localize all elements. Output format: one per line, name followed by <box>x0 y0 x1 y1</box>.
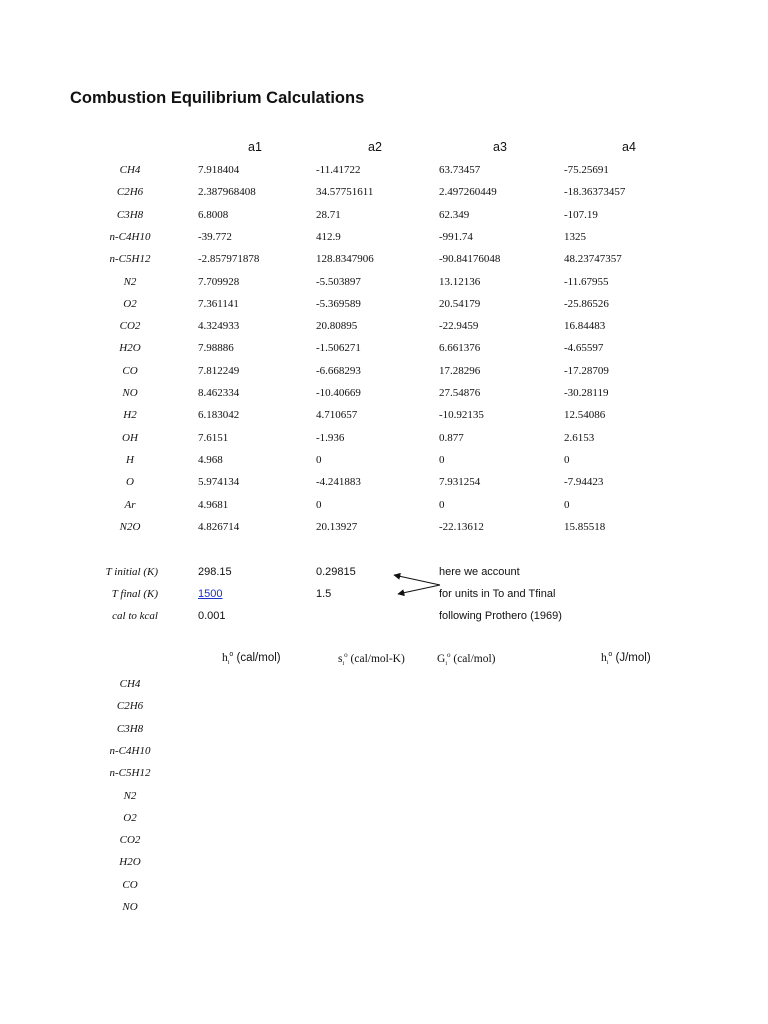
table-row <box>0 723 768 745</box>
species-label: N2O <box>119 520 141 533</box>
species-label: N2 <box>123 275 137 288</box>
cell-a2[interactable]: -4.241883 <box>316 476 361 489</box>
table-row <box>0 767 768 789</box>
cell-a3[interactable]: -10.92135 <box>439 409 484 422</box>
header-entropy: $s_i^o$ (cal/mol-K) <box>338 651 405 668</box>
page-title: Combustion Equilibrium Calculations <box>70 89 365 107</box>
species-label: C3H8 <box>116 722 144 735</box>
cell-a4[interactable]: 0 <box>564 498 570 511</box>
cell-a1[interactable]: 7.6151 <box>198 431 229 444</box>
cell-a2[interactable]: -11.41722 <box>316 164 361 176</box>
setting-note: following Prothero (1969) <box>439 610 562 622</box>
species-label: H <box>126 453 134 466</box>
table-row <box>0 879 768 901</box>
setting-value-scaled[interactable]: 0.29815 <box>316 566 356 578</box>
cell-a4[interactable]: -17.28709 <box>564 364 609 377</box>
species-label: H2O <box>119 342 141 355</box>
species-label: CH4 <box>119 164 141 176</box>
cell-a1[interactable]: 7.98886 <box>198 342 234 355</box>
cell-a3[interactable]: 0 <box>439 453 445 466</box>
cell-a3[interactable]: -22.13612 <box>439 520 484 533</box>
cell-a1[interactable]: 4.9681 <box>198 498 229 511</box>
cell-a1[interactable]: 4.826714 <box>198 520 240 533</box>
table-row <box>0 790 768 812</box>
cell-a2[interactable]: 0 <box>316 453 322 466</box>
cell-a1[interactable]: 7.812249 <box>198 364 240 377</box>
species-label: OH <box>122 431 138 444</box>
setting-value-scaled[interactable]: 1.5 <box>316 588 332 600</box>
setting-note: for units in To and Tfinal <box>439 588 556 600</box>
table-row <box>0 745 768 767</box>
cell-a3[interactable]: -90.84176048 <box>439 253 501 266</box>
table-row <box>0 834 768 856</box>
cell-a4[interactable]: 48.23747357 <box>564 253 622 266</box>
cell-a1[interactable]: 2.387968408 <box>198 186 256 199</box>
cell-a3[interactable]: 0 <box>439 498 445 511</box>
species-label: H2 <box>123 409 137 422</box>
cell-a4[interactable]: 1325 <box>564 230 586 243</box>
setting-value[interactable]: 298.15 <box>198 566 232 578</box>
cell-a3[interactable]: -22.9459 <box>439 320 479 333</box>
table-row <box>0 700 768 722</box>
cell-a3[interactable]: 6.661376 <box>439 342 481 355</box>
cell-a2[interactable]: -6.668293 <box>316 364 361 377</box>
arrow-to-t-final <box>398 585 440 594</box>
species-label: O2 <box>123 297 137 310</box>
cell-a4[interactable]: -11.67955 <box>564 275 609 288</box>
cell-a4[interactable]: -30.28119 <box>564 387 609 399</box>
cell-a3[interactable]: 17.28296 <box>439 364 481 377</box>
cell-a1[interactable]: -39.772 <box>198 230 232 243</box>
cell-a3[interactable]: 20.54179 <box>439 297 481 310</box>
cell-a4[interactable]: 12.54086 <box>564 409 606 422</box>
cell-a1[interactable]: 6.183042 <box>198 409 240 422</box>
cell-a4[interactable]: 15.85518 <box>564 520 606 533</box>
species-label: NO <box>122 901 138 913</box>
cell-a2[interactable]: 20.13927 <box>316 520 358 533</box>
column-header-a4: a4 <box>622 140 636 154</box>
cell-a3[interactable]: -991.74 <box>439 230 473 243</box>
cell-a4[interactable]: -7.94423 <box>564 476 604 489</box>
header-enthalpy-cal: $h_i^o$ (cal/mol) <box>222 651 281 667</box>
cell-a4[interactable]: -4.65597 <box>564 342 604 355</box>
species-label: NO <box>122 387 138 399</box>
cell-a1[interactable]: 5.974134 <box>198 476 240 489</box>
table-row <box>0 812 768 834</box>
species-label: C2H6 <box>116 700 144 713</box>
cell-a1[interactable]: 7.709928 <box>198 275 240 288</box>
header-enthalpy-joule: $h_i^o$ (J/mol) <box>601 651 651 667</box>
cell-a1[interactable]: 4.968 <box>198 453 223 466</box>
species-label: n-C5H12 <box>109 253 151 266</box>
setting-label: T final (K) <box>111 588 158 600</box>
cell-a1[interactable]: -2.857971878 <box>198 253 260 266</box>
cell-a4[interactable]: -75.25691 <box>564 164 609 176</box>
cell-a2[interactable]: 28.71 <box>316 208 341 221</box>
cell-a4[interactable]: 0 <box>564 453 570 466</box>
cell-a3[interactable]: 13.12136 <box>439 275 481 288</box>
species-label: CO2 <box>119 320 141 333</box>
setting-note: here we account <box>439 566 520 578</box>
arrow-to-t-initial <box>394 575 440 585</box>
cell-a2[interactable]: 34.57751611 <box>316 186 374 199</box>
cell-a2[interactable]: -1.936 <box>316 431 345 444</box>
species-label: CO2 <box>119 834 141 847</box>
cell-a4[interactable]: -18.36373457 <box>564 186 626 199</box>
species-label: N2 <box>123 789 137 802</box>
table-row <box>0 901 768 923</box>
setting-label: cal to kcal <box>112 610 158 622</box>
species-label: CO <box>122 364 138 377</box>
cell-a4[interactable]: -25.86526 <box>564 297 609 310</box>
cell-a2[interactable]: 128.8347906 <box>316 253 374 266</box>
setting-label: T initial (K) <box>105 566 158 578</box>
cell-a2[interactable]: -5.369589 <box>316 297 361 310</box>
cell-a3[interactable]: 63.73457 <box>439 164 481 176</box>
cell-a2[interactable]: 4.710657 <box>316 409 358 422</box>
species-label: n-C5H12 <box>109 767 151 780</box>
header-gibbs: $G_i^o$ (cal/mol) <box>437 651 496 668</box>
cell-a1[interactable]: 8.462334 <box>198 387 240 399</box>
column-header-a2: a2 <box>368 140 382 154</box>
species-label: CO <box>122 878 138 891</box>
cell-a2[interactable]: 0 <box>316 498 322 511</box>
cell-a2[interactable]: 20.80895 <box>316 320 358 333</box>
cell-a2[interactable]: -1.506271 <box>316 342 361 355</box>
cell-a3[interactable]: 27.54876 <box>439 387 481 399</box>
column-header-a3: a3 <box>493 140 507 154</box>
cell-a3[interactable]: 2.497260449 <box>439 186 497 199</box>
cell-a3[interactable]: 0.877 <box>439 431 464 444</box>
table-row <box>0 678 768 700</box>
species-label: n-C4H10 <box>109 744 151 757</box>
cell-a3[interactable]: 7.931254 <box>439 476 481 489</box>
cell-a4[interactable]: 2.6153 <box>564 431 595 444</box>
cell-a1[interactable]: 7.918404 <box>198 164 240 176</box>
cell-a1[interactable]: 4.324933 <box>198 320 240 333</box>
cell-a4[interactable]: 16.84483 <box>564 320 606 333</box>
cell-a4[interactable]: -107.19 <box>564 208 598 221</box>
cell-a2[interactable]: -10.40669 <box>316 387 361 399</box>
species-label: Ar <box>124 498 136 511</box>
species-label: O2 <box>123 811 137 824</box>
cell-a1[interactable]: 7.361141 <box>198 297 239 310</box>
species-label: C2H6 <box>116 186 144 199</box>
species-label: C3H8 <box>116 208 144 221</box>
species-label: O <box>126 476 134 489</box>
species-label: n-C4H10 <box>109 230 151 243</box>
cell-a2[interactable]: -5.503897 <box>316 275 361 288</box>
species-label: CH4 <box>119 678 141 690</box>
setting-value[interactable]: 0.001 <box>198 610 226 622</box>
table-row <box>0 856 768 878</box>
cell-a1[interactable]: 6.8008 <box>198 208 229 221</box>
cell-a3[interactable]: 62.349 <box>439 208 470 221</box>
column-header-a1: a1 <box>248 140 262 154</box>
species-label: H2O <box>119 856 141 869</box>
setting-value-input[interactable]: 1500 <box>198 588 223 600</box>
cell-a2[interactable]: 412.9 <box>316 230 341 243</box>
